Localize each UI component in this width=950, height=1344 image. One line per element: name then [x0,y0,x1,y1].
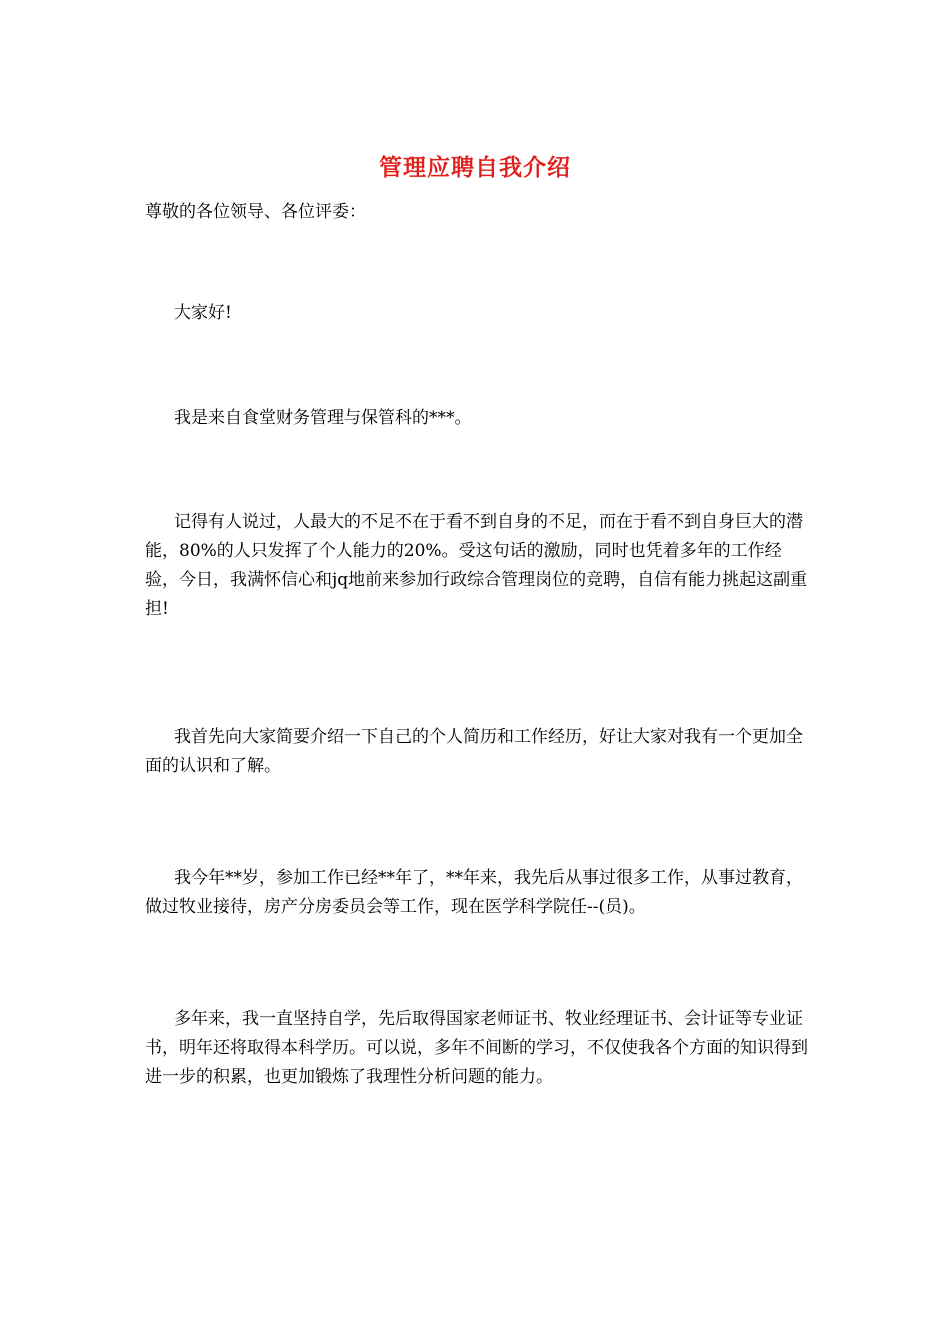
resume-intro-paragraph: 我首先向大家简要介绍一下自己的个人简历和工作经历，好让大家对我有一个更加全面的认识和了解。 [145,727,803,776]
self-intro-paragraph: 我是来自食堂财务管理与保管科的***。 [174,408,472,428]
motivation-paragraph: 记得有人说过，人最大的不足不在于看不到自身的不足，而在于看不到自身巨大的潜能，80%的人只发挥了个人能力的20%。受这句话的激励，同时也凭着多年的工作经验，今日，我满怀信心和jq地前来参加行政综合管理岗位的竞聘，自信有能力挑起这副重担! [145,512,808,619]
self-study-paragraph: 多年来，我一直坚持自学，先后取得国家老师证书、牧业经理证书、会计证等专业证书，明年还将取得本科学历。可以说，多年不间断的学习，不仅使我各个方面的知识得到进一步的积累，也更加锻炼了我理性分析问题的能力。 [145,1009,808,1087]
salutation-paragraph: 尊敬的各位领导、各位评委： [145,202,366,222]
document-title: 管理应聘自我介绍 [379,154,571,181]
work-experience-paragraph: 我今年**岁，参加工作已经**年了，**年来，我先后从事过很多工作，从事过教育，做过牧业接待，房产分房委员会等工作，现在医学科学院任--(员)。 [145,868,803,917]
greeting-paragraph: 大家好! [174,303,232,323]
